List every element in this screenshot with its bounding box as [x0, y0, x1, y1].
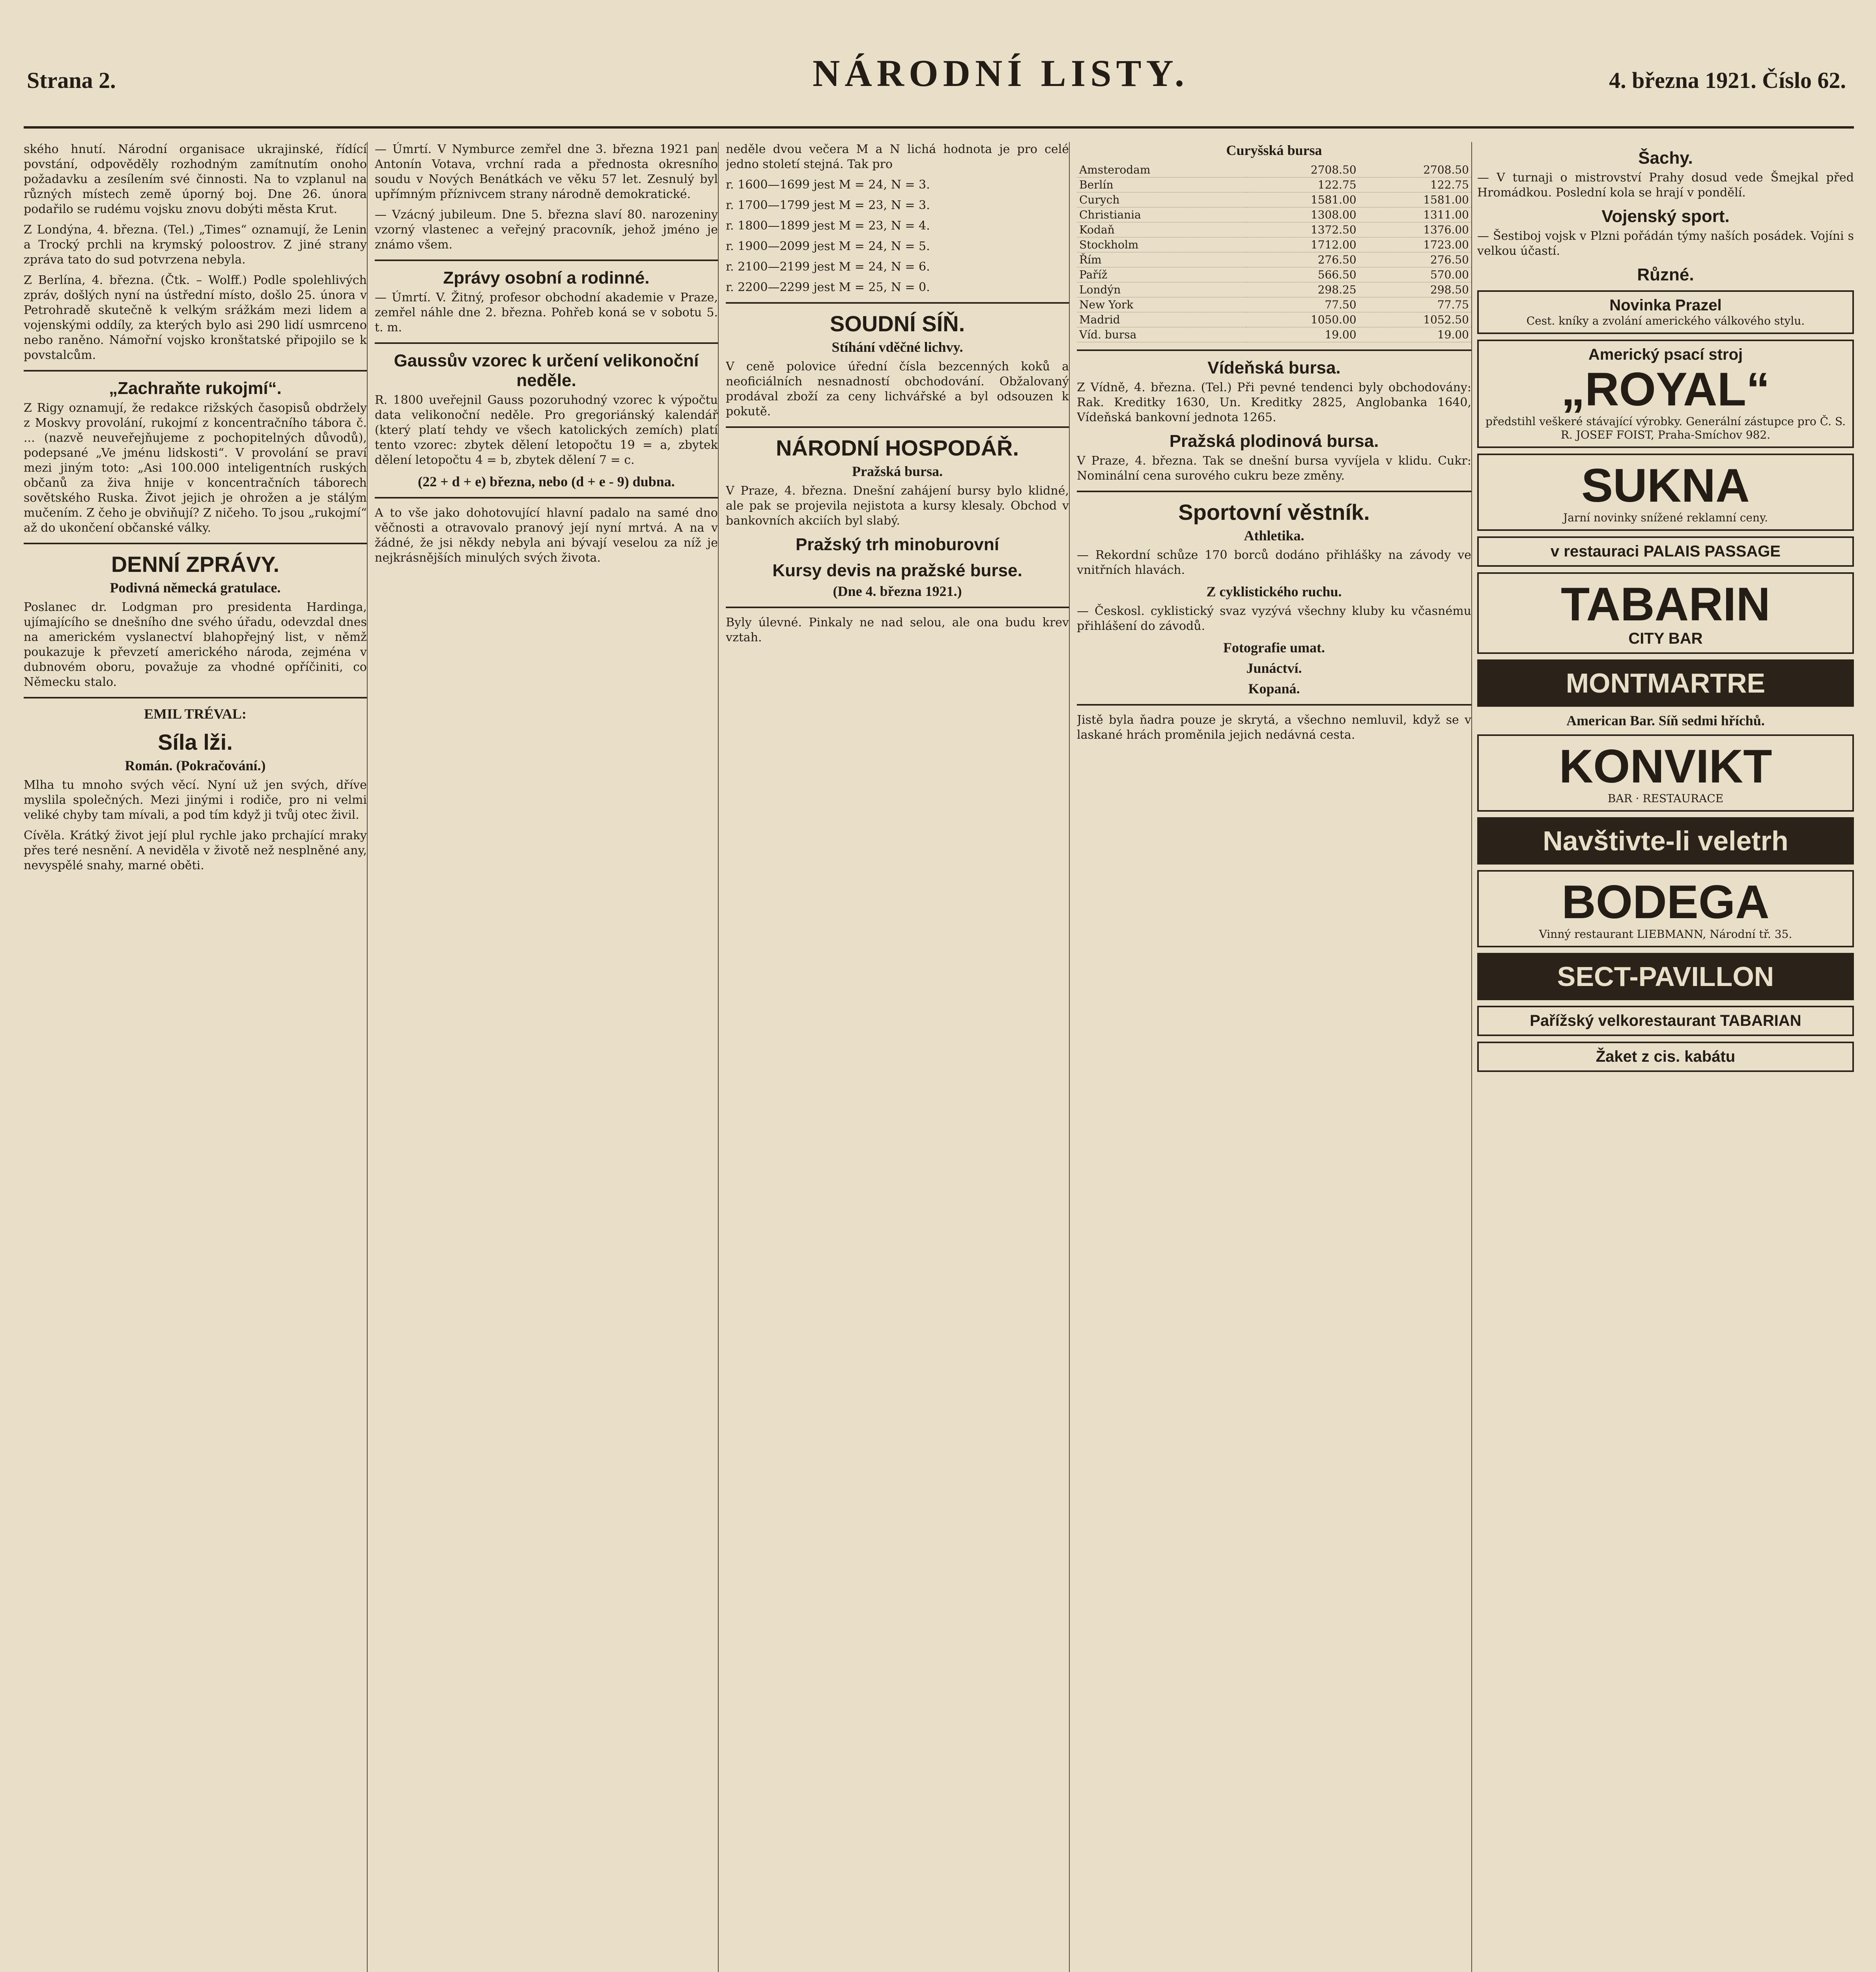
article-subheading: Z cyklistického ruchu.	[1206, 584, 1342, 599]
table-row: Amsterodam 2708.50 2708.50	[1077, 162, 1471, 177]
paragraph: — Vzácný jubileum. Dne 5. března slaví 80. narozeniny vzorný vlastenec a veřejný pracovník, jehož jméno je známo všem.	[375, 208, 718, 252]
year-line: r. 1700—1799 jest M = 23, N = 3.	[726, 198, 930, 212]
column-4	[1077, 142, 1472, 1972]
divider	[726, 426, 1069, 428]
paragraph: Z Londýna, 4. března. (Tel.) „Times“ oznamují, že Lenin a Trocký prchli na krymský poloostrov. Z jiné strany zpráva tato do sud potvrzena nebyla.	[24, 223, 367, 267]
article-heading: Pražský trh minoburovní	[796, 535, 999, 554]
ad-brand: „ROYAL“	[1561, 363, 1770, 416]
section-heading: Zprávy osobní a rodinné.	[443, 268, 650, 288]
paragraph: V Praze, 4. března. Dnešní zahájení bursy bylo klidné, ale pak se projevila nejistota a kursy klesaly. Obchod v bankovních akciích byl slabý.	[726, 484, 1069, 528]
advertisement	[1477, 734, 1854, 812]
table-row: Berlín 122.75 122.75	[1077, 177, 1471, 192]
table-row: Stockholm 1712.00 1723.00	[1077, 237, 1471, 252]
article-subheading: Pražská bursa.	[852, 463, 943, 479]
divider	[24, 543, 367, 544]
ad-banner: SECT-PAVILLON	[1477, 953, 1854, 1000]
article-subheading: Fotografie umat.	[1223, 640, 1325, 655]
paragraph: A to vše jako dohotovující hlavní padalo na samé dno věčnosti a otravovalo pranový její nyní mrtvá. A na v žádné, že jsi někdy nebyla ani bývají veselou za níž je nejkrásnějších minulých svých života.	[375, 506, 718, 565]
ad-headline: Americký psací stroj	[1588, 346, 1743, 363]
paragraph: — Šestiboj vojsk v Plzni pořádán týmy naších posádek. Vojíni s velkou účastí.	[1477, 229, 1854, 258]
divider	[1077, 349, 1471, 351]
section-heading: DENNÍ ZPRÁVY.	[111, 552, 280, 577]
table-row: Řím 276.50 276.50	[1077, 252, 1471, 267]
section-heading: Vojenský sport.	[1601, 207, 1730, 226]
ad-brand: BODEGA	[1562, 876, 1769, 928]
year-line: r. 1800—1899 jest M = 23, N = 4.	[726, 219, 930, 233]
paragraph: Z Vídně, 4. března. (Tel.) Při pevné tendenci byly obchodovány: Rak. Kreditky 1630, Un. Kreditky 2825, Anglobanka 1640, Vídeňská bankovní jednota 1265.	[1077, 381, 1471, 424]
article-subheading: Athletika.	[1244, 528, 1304, 543]
advertisement	[1477, 1042, 1854, 1072]
table-row: Curych 1581.00 1581.00	[1077, 192, 1471, 207]
divider	[375, 260, 718, 261]
divider	[726, 607, 1069, 608]
year-line: r. 1900—2099 jest M = 24, N = 5.	[726, 239, 930, 253]
divider	[375, 497, 718, 499]
column-2	[375, 142, 719, 1972]
article-heading: Pražská plodinová bursa.	[1169, 431, 1379, 451]
advertisement	[1477, 454, 1854, 531]
paragraph: — Českosl. cyklistický svaz vyzývá všechny kluby ku včasnému přihlášení do závodů.	[1077, 604, 1471, 633]
divider	[24, 697, 367, 698]
divider	[375, 342, 718, 344]
paragraph: Jistě byla ňadra pouze je skrytá, a všechno nemluvil, když se v laskané hrách proměnila jejich nedávná cesta.	[1077, 713, 1471, 742]
exchange-rate-table	[1077, 162, 1471, 342]
advertisement	[1477, 290, 1854, 334]
table-row: Londýn 298.25 298.50	[1077, 282, 1471, 297]
newspaper-title: NÁRODNÍ LISTY.	[813, 52, 1189, 94]
table-row: Paříž 566.50 570.00	[1077, 267, 1471, 282]
paragraph: ského hnutí. Národní organisace ukrajinské, řídící povstání, odpověděly rozhodným zamítnutím onoho požadavku a zesílením své činnosti. Na to vzplanul na různých místech země úporný boj. Dne 26. února podařilo se rudému vojsku znovu dobýti města Krut.	[24, 142, 367, 216]
ad-text: American Bar. Síň sedmi hříchů.	[1566, 713, 1765, 728]
column-5	[1477, 142, 1854, 1972]
article-subheading: (Dne 4. března 1921.)	[833, 583, 962, 599]
article-subheading: Kopaná.	[1248, 681, 1300, 697]
paragraph: Z Berlína, 4. března. (Čtk. – Wolff.) Podle spolehlivých zpráv, došlých nyní na ústřední místo, došlo 25. února v Petrohradě skutečně k velkým srážkám mezi lidem a vojenskými oddíly, za kterých bylo asi 290 lidí usmrceno nebo raněno. Námořní vojsko kronštatské připojilo se k povstalcům.	[24, 273, 367, 362]
article-heading: „Zachraňte rukojmí“.	[109, 379, 282, 398]
paragraph: — Rekordní schůze 170 borců dodáno přihlášky na závody ve vnitřních hlavách.	[1077, 548, 1471, 577]
table-row: Víd. bursa 19.00 19.00	[1077, 327, 1471, 342]
divider	[1077, 491, 1471, 492]
article-heading: Gaussův vzorec k určení velikonoční neděle.	[394, 351, 699, 390]
page-number: Strana 2.	[27, 67, 116, 93]
column-3	[726, 142, 1070, 1972]
divider	[1077, 704, 1471, 706]
ad-banner: Navštivte-li veletrh	[1477, 817, 1854, 865]
author: EMIL TRÉVAL:	[144, 706, 247, 722]
masthead	[24, 8, 1854, 129]
ad-brand: KONVIKT	[1559, 740, 1772, 793]
section-heading: Šachy.	[1638, 148, 1693, 168]
section-heading: SOUDNÍ SÍŇ.	[830, 311, 965, 336]
article-subheading: Stíhání vděčné lichvy.	[831, 339, 963, 355]
advertisement	[1477, 536, 1854, 567]
advertisement	[1477, 340, 1854, 448]
table-title: Curyšská bursa	[1226, 142, 1322, 158]
ad-text: Cest. kníky a zvolání amerického válkového stylu.	[1526, 314, 1805, 327]
paragraph: neděle dvou večera M a N lichá hodnota je pro celé jedno století stejná. Tak pro	[726, 142, 1069, 171]
article-subheading: Podivná německá gratulace.	[110, 580, 281, 596]
section-heading: Sportovní věstník.	[1178, 500, 1370, 525]
ad-headline: Žaket z cis. kabátu	[1596, 1048, 1736, 1065]
divider	[24, 370, 367, 372]
year-line: r. 2100—2199 jest M = 24, N = 6.	[726, 260, 930, 274]
paragraph: V Praze, 4. března. Tak se dnešní bursa vyvíjela v klidu. Cukr: Nominální cena surového cukru beze změny.	[1077, 454, 1471, 483]
ad-text: BAR · RESTAURACE	[1607, 792, 1724, 805]
column-1	[24, 142, 368, 1972]
year-line: r. 1600—1699 jest M = 24, N = 3.	[726, 178, 930, 192]
divider	[726, 302, 1069, 304]
table-row: Madrid 1050.00 1052.50	[1077, 312, 1471, 327]
ad-brand: TABARIN	[1560, 578, 1771, 631]
ad-headline: CITY BAR	[1628, 630, 1703, 647]
section-heading: NÁRODNÍ HOSPODÁŘ.	[775, 435, 1019, 460]
ad-text: předstihl veškeré stávající výrobky. Generální zástupce pro Č. S. R. JOSEF FOIST, Praha-Smíchov 982.	[1485, 415, 1846, 441]
article-heading: Kursy devis na pražské burse.	[772, 561, 1022, 580]
paragraph: Cívěla. Krátký život její plul rychle jako prchající mraky přes teré nesnění. A neviděla v životě než nesplněné any, nevyspělé snahy, marné oběti.	[24, 829, 367, 872]
section-heading: Různé.	[1637, 265, 1694, 284]
year-line: r. 2200—2299 jest M = 25, N = 0.	[726, 280, 930, 294]
paragraph: Byly úlevné. Pinkaly ne nad selou, ale ona budu krev vztah.	[726, 616, 1069, 644]
paragraph: — Úmrtí. V Nymburce zemřel dne 3. března 1921 pan Antonín Votava, vrchní rada a přednosta okresního soudu v Nových Benátkách ve věku 57 let. Zesnulý byl upřímným příznivcem strany národně demokratické.	[375, 142, 718, 201]
paragraph: Z Rigy oznamují, že redakce rižských časopisů obdržely z Moskvy provolání, rukojmí z koncentračního tábora č. ... (nazvě neuveřejňujeme z pochopitelných důvodů), podepsané „Ve jménu lidskosti“. V provolání se praví mezi jiným toto: „Asi 100.000 inteligentních ruských občanů za živa hnije v koncentračních táborech sovětského Ruska. Život jejich je ohrožen a je stálým mučením. Z čeho je obviňují? Z ničeho. To jsou „rukojmí“ až do ukončení občanské války.	[24, 401, 367, 535]
advertisement	[1477, 870, 1854, 947]
ad-headline: Pařížský velkorestaurant TABARIAN	[1530, 1012, 1801, 1029]
table-row: New York 77.50 77.75	[1077, 297, 1471, 312]
advertisement	[1477, 1006, 1854, 1036]
ad-text: Jarní novinky snížené reklamní ceny.	[1563, 511, 1768, 524]
article-subheading: Junáctví.	[1246, 660, 1302, 676]
paragraph: V ceně polovice úřední čísla bezcenných koků a neoficiálních nesnadností obchodování. Obžalovaný prodával zboží za ceny lichvářské a byl odsouzen k pokutě.	[726, 360, 1069, 418]
ad-brand: SUKNA	[1581, 459, 1750, 512]
formula: (22 + d + e) března, nebo (d + e - 9) dubna.	[418, 474, 675, 489]
advertisement	[1477, 572, 1854, 654]
paragraph: — Úmrtí. V. Žitný, profesor obchodní akademie v Praze, zemřel náhle dne 2. března. Pohřeb koná se v sobotu 5. t. m.	[375, 291, 718, 334]
serial-subtitle: Román. (Pokračování.)	[125, 758, 266, 773]
paragraph: — V turnaji o mistrovství Prahy dosud vede Šmejkal před Hromádkou. Poslední kola se hrají v pondělí.	[1477, 171, 1854, 200]
article-heading: Vídeňská bursa.	[1207, 358, 1341, 377]
paragraph: Mlha tu mnoho svých věcí. Nyní už jen svých, dříve myslila společných. Mezi jinými i rodiče, pro ni velmi veliké chyby tam mívali, a pod tím když ji tvůj otec živil.	[24, 778, 367, 822]
ad-headline: Novinka Prazel	[1609, 297, 1722, 314]
serial-title: Síla lži.	[158, 730, 233, 754]
ad-headline: v restauraci PALAIS PASSAGE	[1550, 543, 1781, 560]
paragraph: Poslanec dr. Lodgman pro presidenta Hardinga, ujímajícího se dnešního dne svého úřadu, odevzdal dnes na americkém vyslanectví blahopřejný list, v němž poukazuje k převzetí amerického národa, zejména v dubnovém oboru, považuje za vhodné opříčiniti, co Německu stalo.	[24, 600, 367, 689]
table-row: Christiania 1308.00 1311.00	[1077, 207, 1471, 222]
ad-text: Vinný restaurant LIEBMANN, Národní tř. 35.	[1539, 928, 1792, 941]
issue-date: 4. března 1921. Číslo 62.	[1609, 67, 1846, 93]
ad-banner: MONTMARTRE	[1477, 659, 1854, 707]
paragraph: R. 1800 uveřejnil Gauss pozoruhodný vzorec k výpočtu data velikonoční neděle. Pro gregoriánský kalendář (který platí tehdy ve všech katolických zemích) platí tento vzorec: zbytek dělení letopočtu 19 = a, zbytek dělení letopočtu 4 = b, zbytek dělení 7 = c.	[375, 393, 718, 467]
table-row: Kodaň 1372.50 1376.00	[1077, 222, 1471, 237]
